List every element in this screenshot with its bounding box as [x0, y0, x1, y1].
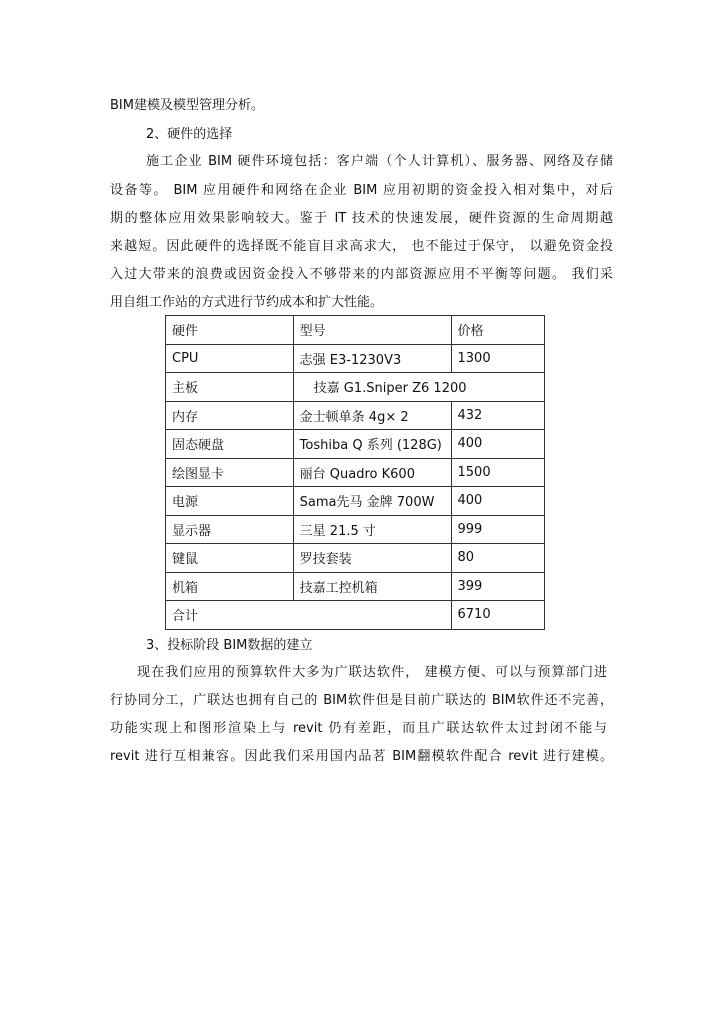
paragraph-line: 功能实现上和图形渲染上与 revit 仍有差距，而且广联达软件太过封闭不能与 — [110, 721, 607, 736]
item-cell: 显示器 — [166, 515, 294, 544]
model-cell: 丽台 Quadro K600 — [293, 458, 451, 487]
table-row — [166, 373, 545, 402]
table-row — [166, 401, 545, 430]
price-cell: 1500 — [451, 458, 545, 487]
paragraph-line: 来越短。因此硬件的选择既不能盲目求高求大， 也不能过于保守， 以避免资金投 — [110, 239, 613, 254]
paragraph-line: BIM建模及模型管理分析。 — [110, 98, 264, 113]
paragraph-line: 施工企业 BIM 硬件环境包括：客户端（个人计算机）、服务器、网络及存储 — [146, 154, 613, 169]
table-row — [166, 430, 545, 459]
item-cell: CPU — [166, 344, 294, 373]
model-cell: 金士顿单条 4g× 2 — [293, 401, 451, 430]
item-cell: 绘图显卡 — [166, 458, 294, 487]
section-heading: 3、投标阶段 BIM数据的建立 — [146, 638, 313, 653]
header-cell: 型号 — [293, 316, 451, 345]
total-value-cell: 6710 — [451, 601, 545, 630]
model-cell: 三星 21.5 寸 — [293, 515, 451, 544]
model-cell: 罗技套装 — [293, 544, 451, 573]
paragraph-line: 现在我们应用的预算软件大多为广联达软件， 建模方便、可以与预算部门进 — [137, 665, 607, 680]
header-cell: 价格 — [451, 316, 545, 345]
header-cell: 硬件 — [166, 316, 294, 345]
model-cell: 志强 E3-1230V3 — [293, 344, 451, 373]
price-cell: 999 — [451, 515, 545, 544]
table-row — [166, 487, 545, 516]
paragraph-line: revit 进行互相兼容。因此我们采用国内品茗 BIM翻模软件配合 revit 进行建模。 — [110, 749, 613, 764]
table-header-row — [166, 316, 545, 345]
table-row — [166, 572, 545, 601]
paragraph-line: 期的整体应用效果影响较大。鉴于 IT 技术的快速发展，硬件资源的生命周期越 — [110, 211, 613, 226]
paragraph-line: 行协同分工，广联达也拥有自己的 BIM软件但是目前广联达的 BIM软件还不完善， — [110, 693, 613, 708]
hardware-table — [165, 315, 545, 630]
price-cell: 400 — [451, 487, 545, 516]
price-cell: 1300 — [451, 344, 545, 373]
paragraph-line: 入过大带来的浪费或因资金投入不够带来的内部资源应用不平衡等问题。 我们采 — [110, 267, 613, 282]
model-cell: Toshiba Q 系列 (128G) — [293, 430, 451, 459]
table-total-row — [166, 601, 545, 630]
table-row — [166, 458, 545, 487]
price-cell: 80 — [451, 544, 545, 573]
model-cell: 技嘉工控机箱 — [293, 572, 451, 601]
paragraph-line: 用自组工作站的方式进行节约成本和扩大性能。 — [110, 295, 384, 310]
item-cell: 电源 — [166, 487, 294, 516]
price-cell: 432 — [451, 401, 545, 430]
paragraph-line: 设备等。 BIM 应用硬件和网络在企业 BIM 应用初期的资金投入相对集中，对后 — [110, 183, 613, 198]
item-cell: 固态硬盘 — [166, 430, 294, 459]
table-row — [166, 515, 545, 544]
total-label-cell: 合计 — [166, 601, 452, 630]
price-cell: 399 — [451, 572, 545, 601]
item-cell: 主板 — [166, 373, 294, 402]
model-cell: 技嘉 G1.Sniper Z6 1200 — [293, 373, 544, 402]
model-cell: Sama先马 金牌 700W — [293, 487, 451, 516]
section-heading: 2、硬件的选择 — [146, 127, 233, 142]
item-cell: 机箱 — [166, 572, 294, 601]
item-cell: 键鼠 — [166, 544, 294, 573]
table-row — [166, 544, 545, 573]
price-cell: 400 — [451, 430, 545, 459]
table-row — [166, 344, 545, 373]
item-cell: 内存 — [166, 401, 294, 430]
